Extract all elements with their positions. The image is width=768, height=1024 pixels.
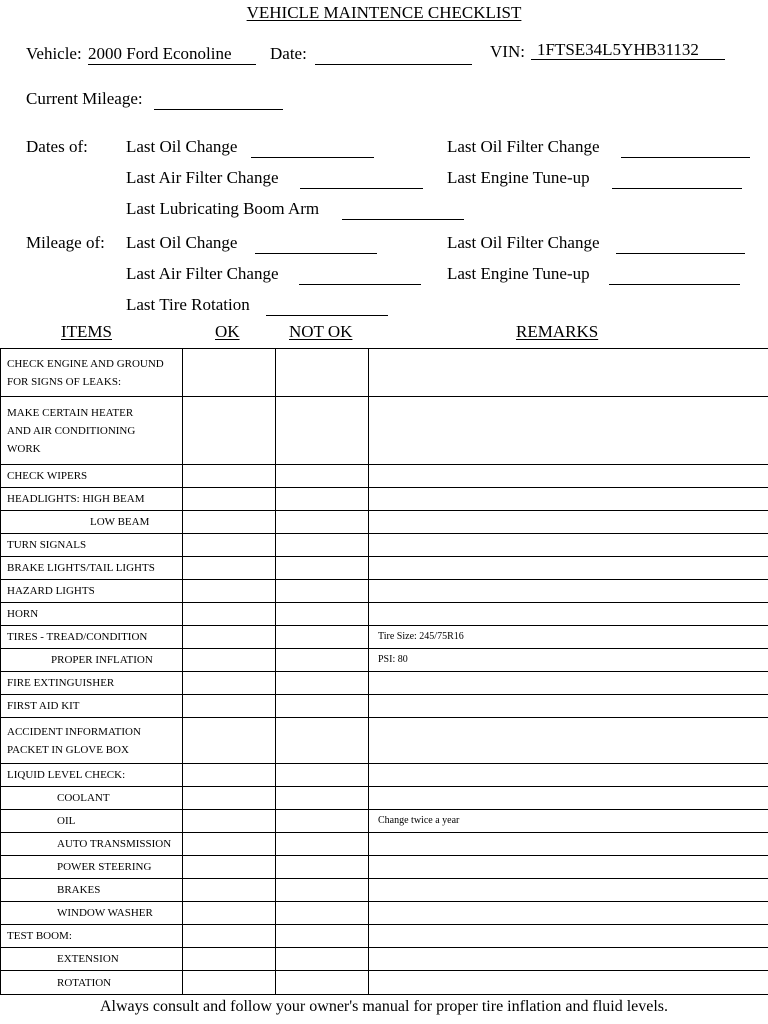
page-title [0, 3, 768, 23]
ok-cell[interactable] [183, 603, 276, 626]
item-cell: CHECK ENGINE AND GROUND FOR SIGNS OF LEAKS: [1, 349, 183, 397]
table-row [1, 672, 768, 695]
ok-cell[interactable] [183, 695, 276, 718]
remarks-cell[interactable]: PSI: 80 [369, 649, 768, 672]
item-cell: HORN [1, 603, 183, 626]
table-row [1, 580, 768, 603]
table-row [1, 695, 768, 718]
ok-cell[interactable] [183, 626, 276, 649]
ok-cell[interactable] [183, 580, 276, 603]
ok-cell[interactable] [183, 948, 276, 971]
column-header-ok: OK [215, 322, 240, 341]
ok-cell[interactable] [183, 856, 276, 879]
item-cell: BRAKE LIGHTS/TAIL LIGHTS [1, 557, 183, 580]
item-cell: LOW BEAM [1, 511, 183, 534]
dates-last-air-filter-change-field[interactable] [300, 168, 423, 189]
not-ok-cell[interactable] [276, 971, 369, 995]
not-ok-cell[interactable] [276, 695, 369, 718]
ok-cell[interactable] [183, 511, 276, 534]
dates-last-lubricating-boom-arm-field[interactable] [342, 199, 464, 220]
not-ok-cell[interactable] [276, 879, 369, 902]
not-ok-cell[interactable] [276, 626, 369, 649]
remarks-cell[interactable] [369, 925, 768, 948]
footer-note: Always consult and follow your owner's manual for proper tire inflation and fluid levels. [99, 998, 669, 1015]
dates-last-oil-change-label: Last Oil Change [126, 137, 238, 156]
item-cell: ACCIDENT INFORMATION PACKET IN GLOVE BOX [1, 718, 183, 764]
mileage-last-oil-change-label: Last Oil Change [126, 233, 238, 252]
remarks-cell[interactable] [369, 902, 768, 925]
ok-cell[interactable] [183, 488, 276, 511]
ok-cell[interactable] [183, 534, 276, 557]
item-cell: TURN SIGNALS [1, 534, 183, 557]
remarks-cell[interactable] [369, 603, 768, 626]
table-row [1, 626, 768, 649]
vehicle-label: Vehicle: [26, 44, 82, 63]
dates-last-oil-filter-change-field[interactable] [621, 137, 750, 158]
remarks-cell[interactable] [369, 465, 768, 488]
date-field[interactable] [315, 44, 472, 65]
remarks-cell[interactable] [369, 856, 768, 879]
remarks-cell[interactable] [369, 580, 768, 603]
item-cell: CHECK WIPERS [1, 465, 183, 488]
mileage-last-tire-rotation-field[interactable] [266, 295, 388, 316]
ok-cell[interactable] [183, 649, 276, 672]
remarks-cell[interactable] [369, 879, 768, 902]
ok-cell[interactable] [183, 902, 276, 925]
not-ok-cell[interactable] [276, 557, 369, 580]
not-ok-cell[interactable] [276, 465, 369, 488]
remarks-cell[interactable]: Change twice a year [369, 810, 768, 833]
not-ok-cell[interactable] [276, 764, 369, 787]
table-row [1, 948, 768, 971]
table-row [1, 764, 768, 787]
remarks-cell[interactable] [369, 971, 768, 995]
checklist-table [0, 348, 768, 995]
table-row [1, 511, 768, 534]
ok-cell[interactable] [183, 718, 276, 764]
remarks-cell[interactable] [369, 764, 768, 787]
not-ok-cell[interactable] [276, 902, 369, 925]
table-row [1, 534, 768, 557]
ok-cell[interactable] [183, 397, 276, 465]
ok-cell[interactable] [183, 557, 276, 580]
table-row [1, 349, 768, 397]
item-cell: ROTATION [1, 971, 183, 995]
current-mileage-label: Current Mileage: [26, 89, 143, 108]
table-row [1, 810, 768, 833]
not-ok-cell[interactable] [276, 856, 369, 879]
vin-field[interactable]: 1FTSE34L5YHB31132 [531, 40, 725, 60]
column-header-not-ok: NOT OK [289, 322, 353, 341]
table-row [1, 649, 768, 672]
not-ok-cell[interactable] [276, 810, 369, 833]
dates-last-lubricating-boom-arm-label: Last Lubricating Boom Arm [126, 199, 320, 218]
ok-cell[interactable] [183, 465, 276, 488]
dates-last-oil-filter-change-label: Last Oil Filter Change [447, 137, 600, 156]
current-mileage-field[interactable] [154, 89, 283, 110]
vehicle-field[interactable]: 2000 Ford Econoline [88, 44, 256, 65]
item-cell: TIRES - TREAD/CONDITION [1, 626, 183, 649]
item-cell: HAZARD LIGHTS [1, 580, 183, 603]
item-cell: LIQUID LEVEL CHECK: [1, 764, 183, 787]
title-text: VEHICLE MAINTENCE CHECKLIST [246, 3, 522, 22]
mileage-last-engine-tune-up-label: Last Engine Tune-up [447, 264, 590, 283]
table-row [1, 971, 768, 995]
ok-cell[interactable] [183, 833, 276, 856]
mileage-last-engine-tune-up-field[interactable] [609, 264, 740, 285]
remarks-cell[interactable] [369, 534, 768, 557]
remarks-cell[interactable] [369, 397, 768, 465]
item-cell: WINDOW WASHER [1, 902, 183, 925]
mileage-last-oil-filter-change-label: Last Oil Filter Change [447, 233, 600, 252]
not-ok-cell[interactable] [276, 925, 369, 948]
remarks-cell[interactable] [369, 349, 768, 397]
item-cell: BRAKES [1, 879, 183, 902]
dates-of-label: Dates of: [26, 137, 88, 156]
remarks-cell[interactable] [369, 672, 768, 695]
dates-last-engine-tune-up-field[interactable] [612, 168, 742, 189]
remarks-cell[interactable] [369, 488, 768, 511]
not-ok-cell[interactable] [276, 833, 369, 856]
table-row [1, 397, 768, 465]
item-cell: MAKE CERTAIN HEATER AND AIR CONDITIONING WORK [1, 397, 183, 465]
not-ok-cell[interactable] [276, 948, 369, 971]
mileage-last-air-filter-change-label: Last Air Filter Change [126, 264, 279, 283]
remarks-cell[interactable] [369, 833, 768, 856]
mileage-last-tire-rotation-label: Last Tire Rotation [126, 295, 250, 314]
not-ok-cell[interactable] [276, 672, 369, 695]
not-ok-cell[interactable] [276, 787, 369, 810]
dates-last-air-filter-change-label: Last Air Filter Change [126, 168, 279, 187]
ok-cell[interactable] [183, 787, 276, 810]
mileage-last-air-filter-change-field[interactable] [299, 264, 421, 285]
remarks-cell[interactable] [369, 557, 768, 580]
not-ok-cell[interactable] [276, 603, 369, 626]
not-ok-cell[interactable] [276, 488, 369, 511]
ok-cell[interactable] [183, 672, 276, 695]
dates-last-oil-change-field[interactable] [251, 137, 374, 158]
item-cell: TEST BOOM: [1, 925, 183, 948]
item-cell: OIL [1, 810, 183, 833]
vin-label: VIN: [490, 42, 525, 61]
ok-cell[interactable] [183, 879, 276, 902]
remarks-cell[interactable] [369, 511, 768, 534]
remarks-cell[interactable] [369, 695, 768, 718]
not-ok-cell[interactable] [276, 718, 369, 764]
not-ok-cell[interactable] [276, 511, 369, 534]
date-label: Date: [270, 44, 307, 63]
not-ok-cell[interactable] [276, 649, 369, 672]
item-cell: HEADLIGHTS: HIGH BEAM [1, 488, 183, 511]
item-cell: COOLANT [1, 787, 183, 810]
table-row [1, 856, 768, 879]
ok-cell[interactable] [183, 971, 276, 995]
table-row [1, 718, 768, 764]
ok-cell[interactable] [183, 925, 276, 948]
table-row [1, 557, 768, 580]
item-cell: EXTENSION [1, 948, 183, 971]
ok-cell[interactable] [183, 349, 276, 397]
dates-last-engine-tune-up-label: Last Engine Tune-up [447, 168, 590, 187]
column-header-remarks: REMARKS [516, 322, 599, 341]
table-row [1, 787, 768, 810]
not-ok-cell[interactable] [276, 534, 369, 557]
mileage-last-oil-change-field[interactable] [255, 233, 377, 254]
ok-cell[interactable] [183, 810, 276, 833]
not-ok-cell[interactable] [276, 580, 369, 603]
item-cell: AUTO TRANSMISSION [1, 833, 183, 856]
remarks-cell[interactable] [369, 787, 768, 810]
remarks-cell[interactable] [369, 948, 768, 971]
item-cell: PROPER INFLATION [1, 649, 183, 672]
mileage-last-oil-filter-change-field[interactable] [616, 233, 745, 254]
item-cell: FIRE EXTINGUISHER [1, 672, 183, 695]
not-ok-cell[interactable] [276, 397, 369, 465]
table-row [1, 488, 768, 511]
table-row [1, 603, 768, 626]
column-header-items: ITEMS [61, 322, 112, 341]
table-row [1, 833, 768, 856]
table-row [1, 902, 768, 925]
not-ok-cell[interactable] [276, 349, 369, 397]
table-row [1, 879, 768, 902]
table-row [1, 925, 768, 948]
item-cell: FIRST AID KIT [1, 695, 183, 718]
ok-cell[interactable] [183, 764, 276, 787]
table-row [1, 465, 768, 488]
remarks-cell[interactable]: Tire Size: 245/75R16 [369, 626, 768, 649]
item-cell: POWER STEERING [1, 856, 183, 879]
mileage-of-label: Mileage of: [26, 233, 105, 252]
remarks-cell[interactable] [369, 718, 768, 764]
